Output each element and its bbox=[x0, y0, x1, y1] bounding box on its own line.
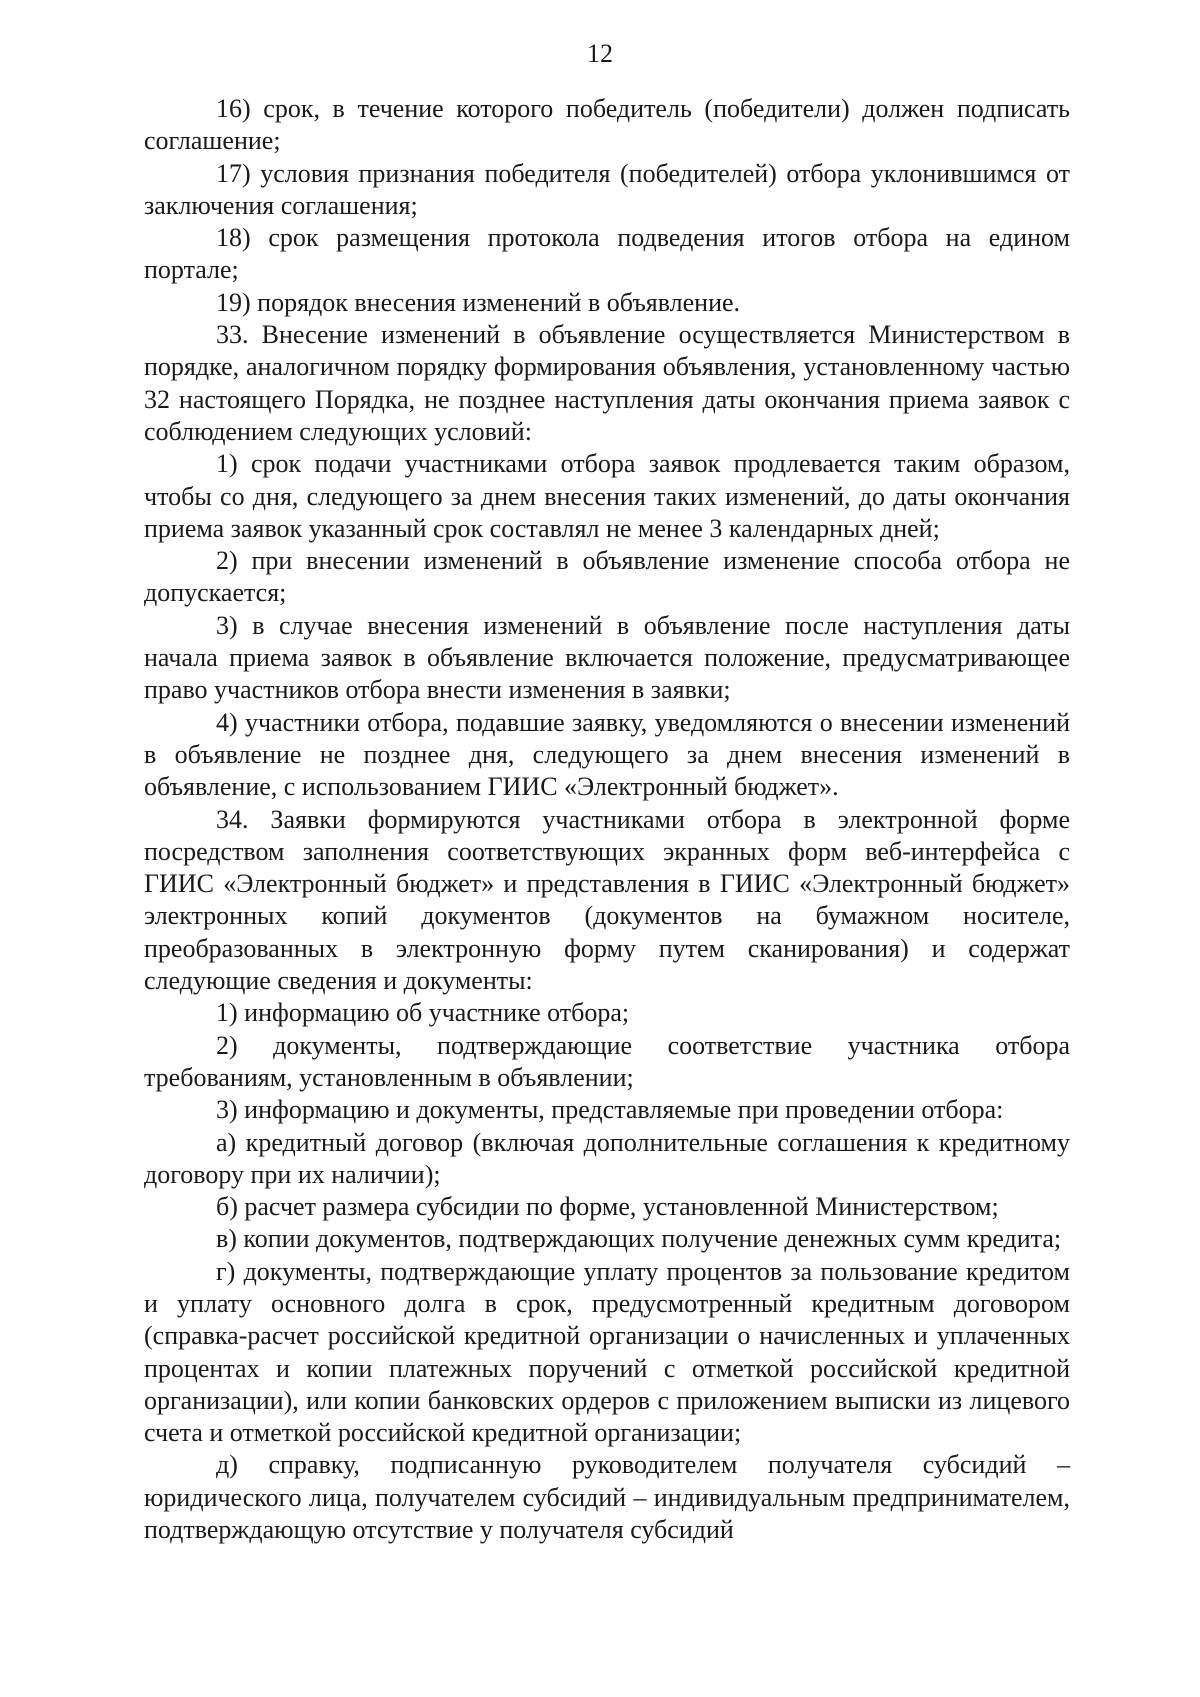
paragraph: 33. Внесение изменений в объявление осуществляется Министерством в порядке, аналогичном порядку формирования объявления, установленному частью 32 настоящего Порядка, не позднее наступления даты окончания приема заявок с соблюдением следующих условий: bbox=[144, 320, 1070, 446]
paragraph: д) справку, подписанную руководителем получателя субсидий – юридического лица, получателем субсидий – индивидуальным предпринимателем, подтверждающую отсутствие у получателя субсидий bbox=[144, 1450, 1070, 1545]
paragraph: 16) срок, в течение которого победитель (победители) должен подписать соглашение; bbox=[144, 94, 1070, 156]
paragraph: 17) условия признания победителя (победителей) отбора уклонившимся от заключения соглашения; bbox=[144, 158, 1070, 220]
paragraph: 3) в случае внесения изменений в объявление после наступления даты начала приема заявок в объявление включается положение, предусматривающее право участников отбора внести изменения в заявки; bbox=[144, 610, 1070, 705]
paragraph: 2) документы, подтверждающие соответствие участника отбора требованиям, установленным в объявлении; bbox=[144, 1030, 1070, 1092]
document-body bbox=[144, 93, 1070, 1546]
paragraph: б) расчет размера субсидии по форме, установленной Министерством; bbox=[216, 1192, 999, 1222]
paragraph: 19) порядок внесения изменений в объявление. bbox=[216, 287, 741, 317]
paragraph: а) кредитный договор (включая дополнительные соглашения к кредитному договору при их наличии); bbox=[144, 1127, 1070, 1189]
paragraph: 2) при внесении изменений в объявление изменение способа отбора не допускается; bbox=[144, 546, 1070, 608]
paragraph: 34. Заявки формируются участниками отбора в электронной форме посредством заполнения соответствующих экранных форм веб-интерфейса с ГИИС «Электронный бюджет» и представления в ГИИС «Электронный бюджет» электронных копий документов (документов на бумажном носителе, преобразованных в электронную форму путем сканирования) и содержат следующие сведения и документы: bbox=[144, 804, 1070, 996]
paragraph: 4) участники отбора, подавшие заявку, уведомляются о внесении изменений в объявление не позднее дня, следующего за днем внесения изменений в объявление, с использованием ГИИС «Электронный бюджет». bbox=[144, 707, 1070, 802]
paragraph: 18) срок размещения протокола подведения итогов отбора на едином портале; bbox=[144, 223, 1070, 285]
paragraph: в) копии документов, подтверждающих получение денежных сумм кредита; bbox=[216, 1224, 1062, 1254]
paragraph: 1) информацию об участнике отбора; bbox=[216, 998, 630, 1028]
paragraph: г) документы, подтверждающие уплату процентов за пользование кредитом и уплату основного долга в срок, предусмотренный кредитным договором (справка-расчет российской кредитной организации о начисленных и уплаченных процентах и копии платежных поручений с отметкой российской кредитной организации), или копии банковских ордеров с приложением выписки из лицевого счета и отметкой российской кредитной организации; bbox=[144, 1256, 1070, 1448]
paragraph: 1) срок подачи участниками отбора заявок продлевается таким образом, чтобы со дня, следующего за днем внесения таких изменений, до даты окончания приема заявок указанный срок составлял не менее 3 календарных дней; bbox=[144, 449, 1070, 543]
paragraph: 3) информацию и документы, представляемые при проведении отбора: bbox=[216, 1095, 1004, 1125]
page-number: 12 bbox=[587, 39, 613, 68]
